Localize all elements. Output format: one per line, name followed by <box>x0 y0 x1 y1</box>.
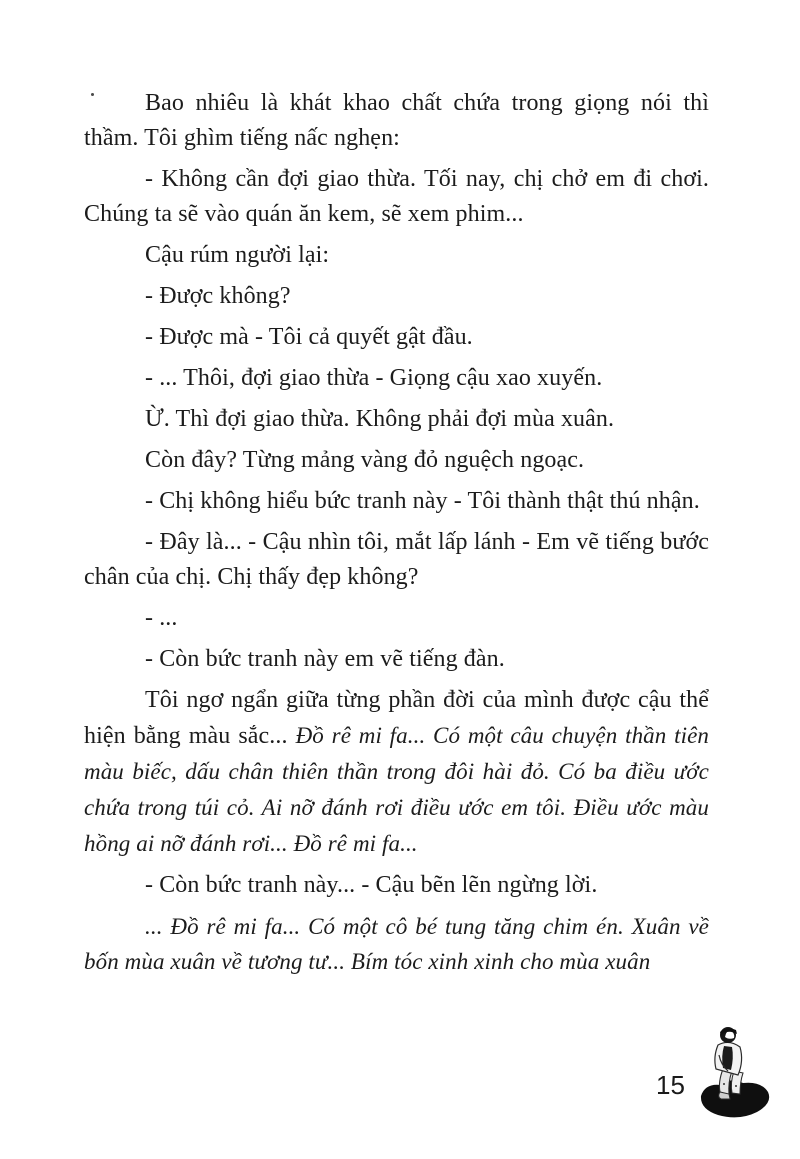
paragraph: - Không cần đợi giao thừa. Tối nay, chị chở em đi chơi. Chúng ta sẽ vào quán ăn kem, sẽ xem phim... <box>84 166 709 227</box>
paragraph: - Được không? <box>145 283 291 309</box>
paragraph: - Đây là... - Cậu nhìn tôi, mắt lấp lánh - Em vẽ tiếng bước chân của chị. Chị thấy đẹp không? <box>84 529 709 590</box>
paragraph: - ... <box>145 605 178 631</box>
paragraph: - Còn bức tranh này em vẽ tiếng đàn. <box>145 646 505 672</box>
paragraph: - ... Thôi, đợi giao thừa - Giọng cậu xao xuyến. <box>145 365 603 391</box>
paragraph: - Chị không hiểu bức tranh này - Tôi thành thật thú nhận. <box>145 488 700 514</box>
paragraph-italic-lyric: ... Đồ rê mi fa... Có một cô bé tung tăng chim én. Xuân về bốn mùa xuân về tương tư... Bím tóc xinh xinh cho mùa xuân <box>84 914 709 974</box>
roman-run: Tôi ngơ ngẩn giữa từng phần đời của mình được cậu thể hiện bằng màu sắc... <box>84 687 709 749</box>
paragraph: - Còn bức tranh này... - Cậu bẽn lẽn ngừng lời. <box>145 872 598 898</box>
child-sitting-on-rock-illustration <box>693 1024 775 1122</box>
italic-lyric-run: Đồ rê mi fa... Có một câu chuyện thần tiên màu biếc, dấu chân thiên thần trong đôi hài đỏ. Có ba điều ước chứa trong túi cỏ. Ai nỡ đánh rơi điều ước em tôi. Điều ước màu hồng ai nỡ đánh rơi... Đồ rê mi fa... <box>84 723 709 856</box>
paragraph: Bao nhiêu là khát khao chất chứa trong giọng nói thì thầm. Tôi ghìm tiếng nấc nghẹn: <box>84 90 709 151</box>
paragraph: - Được mà - Tôi cả quyết gật đầu. <box>145 324 473 350</box>
paragraph: Cậu rúm người lại: <box>145 242 330 268</box>
paragraph: Ừ. Thì đợi giao thừa. Không phải đợi mùa xuân. <box>145 406 615 432</box>
paragraph-mixed <box>84 683 709 862</box>
paragraph: Còn đây? Từng mảng vàng đỏ nguệch ngoạc. <box>145 447 585 473</box>
page-number: 15 <box>656 1070 685 1100</box>
page-text <box>84 86 709 985</box>
